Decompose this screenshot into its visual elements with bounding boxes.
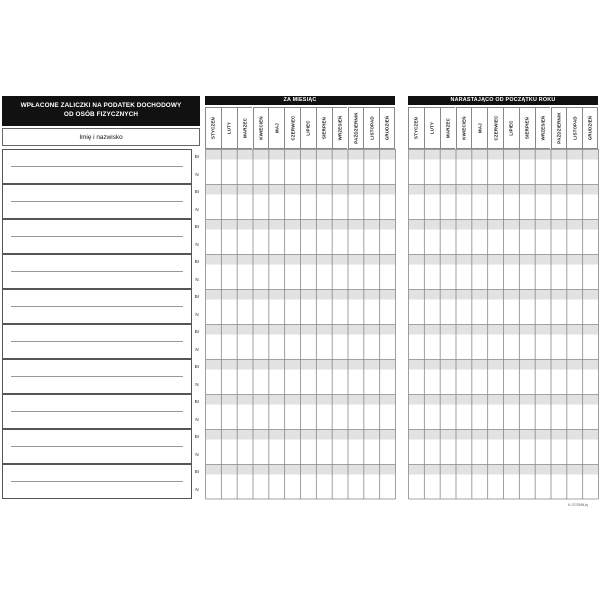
month-header xyxy=(237,107,253,149)
row-label-n: N xyxy=(195,381,199,387)
month-label: MARZEC xyxy=(242,118,248,138)
row-label-n: N xyxy=(195,451,199,457)
month-label: LUTY xyxy=(429,121,435,135)
name-writing-line xyxy=(11,271,183,272)
name-writing-line xyxy=(11,306,183,307)
month-label: LIPIEC xyxy=(305,120,311,136)
month-label: SIERPIEŃ xyxy=(524,116,530,140)
row-label-br: Br xyxy=(194,294,200,299)
month-header xyxy=(221,107,237,149)
month-header xyxy=(487,107,503,149)
person-entry[interactable] xyxy=(2,184,192,219)
row-label-br: Br xyxy=(194,364,200,369)
month-header xyxy=(535,107,551,149)
month-header xyxy=(519,107,535,149)
row-label-n: N xyxy=(195,276,199,282)
name-writing-line xyxy=(11,481,183,482)
row-label-n: N xyxy=(195,171,199,177)
month-header xyxy=(363,107,379,149)
month-header xyxy=(348,107,364,149)
form-title-line1: WPŁACONE ZALICZKI NA PODATEK DOCHODOWY xyxy=(20,102,182,110)
month-label: CZERWIEC xyxy=(493,115,499,141)
row-label-br: Br xyxy=(194,259,200,264)
month-header xyxy=(424,107,440,149)
month-label: WRZESIEŃ xyxy=(337,115,343,141)
month-header xyxy=(253,107,269,149)
section-header-monthly: ZA MIESIĄC xyxy=(205,96,395,105)
month-label: GRUDZIEŃ xyxy=(587,115,593,141)
month-header xyxy=(268,107,284,149)
name-writing-line xyxy=(11,341,183,342)
person-entry[interactable] xyxy=(2,359,192,394)
form-title xyxy=(2,96,200,126)
person-entry[interactable] xyxy=(2,324,192,359)
person-entry[interactable] xyxy=(2,464,192,499)
person-entry[interactable] xyxy=(2,394,192,429)
month-label: WRZESIEŃ xyxy=(540,115,546,141)
month-label: KWIECIEŃ xyxy=(461,116,467,140)
month-label: CZERWIEC xyxy=(290,115,296,141)
row-label-br: Br xyxy=(194,154,200,159)
name-writing-line xyxy=(11,376,183,377)
grid-monthly xyxy=(205,149,396,500)
name-writing-line xyxy=(11,201,183,202)
person-entry[interactable] xyxy=(2,289,192,324)
form-code: K-07/ZMN-bj xyxy=(568,503,588,507)
month-header xyxy=(332,107,348,149)
month-header xyxy=(440,107,456,149)
month-header xyxy=(408,107,424,149)
month-label: LIPIEC xyxy=(508,120,514,136)
grid-cumulative xyxy=(408,149,599,500)
month-label: PAŹDZIERNIK xyxy=(353,112,359,144)
month-header xyxy=(566,107,582,149)
month-label: LISTOPAD xyxy=(572,116,578,140)
row-label-br: Br xyxy=(194,329,200,334)
section-header-cumulative: NARASTAJĄCO OD POCZĄTKU ROKU xyxy=(408,96,598,105)
person-entry[interactable] xyxy=(2,254,192,289)
row-label-n: N xyxy=(195,311,199,317)
month-header xyxy=(471,107,487,149)
row-label-n: N xyxy=(195,206,199,212)
row-label-br: Br xyxy=(194,469,200,474)
month-header xyxy=(300,107,316,149)
month-header xyxy=(284,107,300,149)
month-label: STYCZEŃ xyxy=(413,117,419,139)
name-writing-line xyxy=(11,166,183,167)
row-label-br: Br xyxy=(194,434,200,439)
person-entry[interactable] xyxy=(2,219,192,254)
month-header xyxy=(316,107,332,149)
name-writing-line xyxy=(11,411,183,412)
name-column-header: Imię i nazwisko xyxy=(2,128,200,146)
person-entry[interactable] xyxy=(2,429,192,464)
form-title-line2: OD OSÓB FIZYCZNYCH xyxy=(63,111,139,118)
month-label: LISTOPAD xyxy=(369,116,375,140)
month-label: MAJ xyxy=(477,123,483,133)
row-label-n: N xyxy=(195,241,199,247)
row-label-br: Br xyxy=(194,224,200,229)
month-header xyxy=(503,107,519,149)
month-label: GRUDZIEŃ xyxy=(384,115,390,141)
month-header xyxy=(582,107,598,149)
month-label: PAŹDZIERNIK xyxy=(556,112,562,144)
month-header xyxy=(456,107,472,149)
row-label-n: N xyxy=(195,486,199,492)
month-label: SIERPIEŃ xyxy=(321,116,327,140)
month-label: MARZEC xyxy=(445,118,451,138)
row-label-br: Br xyxy=(194,399,200,404)
person-entry[interactable] xyxy=(2,149,192,184)
month-label: MAJ xyxy=(274,123,280,133)
month-label: KWIECIEŃ xyxy=(258,116,264,140)
month-header xyxy=(205,107,221,149)
row-label-n: N xyxy=(195,416,199,422)
name-writing-line xyxy=(11,236,183,237)
row-label-br: Br xyxy=(194,189,200,194)
month-label: LUTY xyxy=(226,121,232,135)
row-label-n: N xyxy=(195,346,199,352)
month-label: STYCZEŃ xyxy=(210,117,216,139)
month-header xyxy=(379,107,395,149)
name-writing-line xyxy=(11,446,183,447)
month-header xyxy=(551,107,567,149)
